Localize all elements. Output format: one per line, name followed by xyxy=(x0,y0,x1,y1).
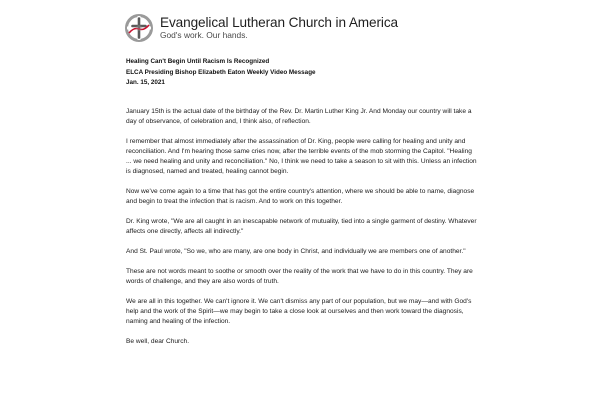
paragraph: January 15th is the actual date of the birthday of the Rev. Dr. Martin Luther King Jr. And Monday our country will take a day of observance, of celebration and, I think also, of reflection. xyxy=(126,108,472,125)
elca-cross-logo-icon xyxy=(124,13,154,43)
document-heading xyxy=(126,57,316,89)
paragraph: Now we've come again to a time that has got the entire country's attention, where we should be able to name, diagnose and begin to treat the infection that is racism. And to work on this together. xyxy=(126,188,475,205)
paragraph: I remember that almost immediately after the assassination of Dr. King, people were calling for healing and unity and reconciliation. And I'm hearing those same cries now, after the terrible events of the mob storming the Capitol. "Healing ... we need healing and unity and reconciliation." No, I think we need to take a season to sit with this. Unless an infection is diagnosed, named and treated, healing cannot begin. xyxy=(126,138,477,175)
document-subtitle: ELCA Presiding Bishop Elizabeth Eaton Weekly Video Message xyxy=(126,68,316,76)
document-title: Healing Can't Begin Until Racism Is Recognized xyxy=(126,58,270,65)
paragraph: These are not words meant to soothe or smooth over the reality of the work that we have to do in this country. They are words of challenge, and they are also words of truth. xyxy=(126,268,473,285)
document-date: Jan. 15, 2021 xyxy=(126,79,165,86)
closing-line: Be well, dear Church. xyxy=(126,338,190,345)
organization-name: Evangelical Lutheran Church in America xyxy=(160,15,399,30)
logo-text xyxy=(160,15,398,41)
paragraph: And St. Paul wrote, "So we, who are many, are one body in Christ, and individually we are members one of another." xyxy=(126,248,466,255)
letterhead xyxy=(124,8,398,48)
paragraph: Dr. King wrote, "We are all caught in an inescapable network of mutuality, tied into a single garment of destiny. Whatever affects one directly, affects all indirectly." xyxy=(126,218,477,235)
paragraph: We are all in this together. We can't ignore it. We can't dismiss any part of our population, but we may—and with God's help and the work of the Spirit—we may begin to take a close look at ourselves and then work toward the diagnosis, naming and healing of the infection. xyxy=(126,298,472,325)
document-body xyxy=(126,107,478,357)
tagline: God's work. Our hands. xyxy=(160,30,248,40)
